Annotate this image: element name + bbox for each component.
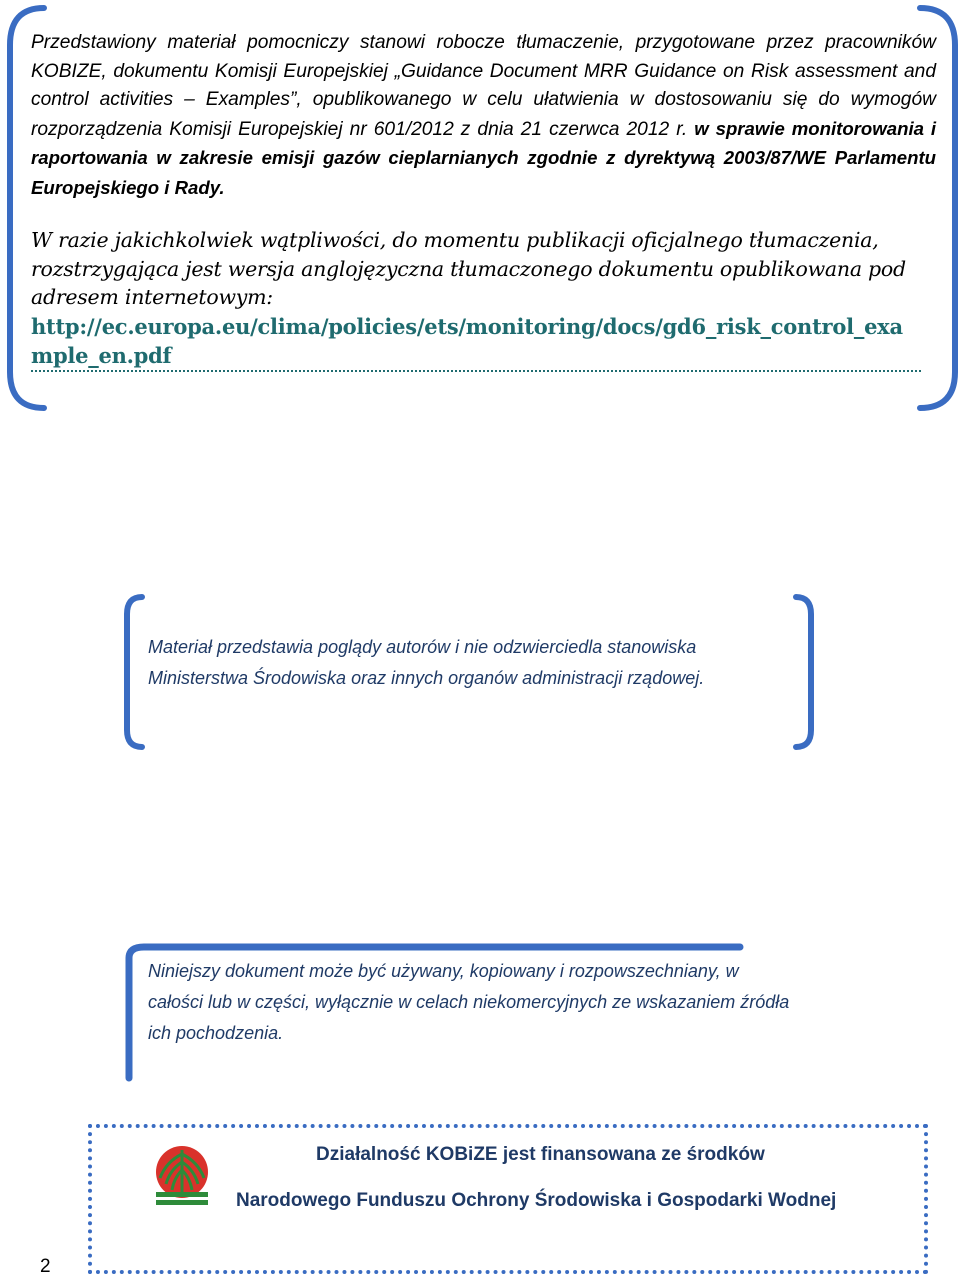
license-line-3: ich pochodzenia. (148, 1023, 284, 1043)
disclaimer-line-2: Ministerstwa Środowiska oraz innych organów administracji rządowej. (148, 668, 705, 688)
funding-line-2: Narodowego Funduszu Ochrony Środowiska i Gospodarki Wodnej (236, 1190, 837, 1211)
guidance-document-link[interactable]: http://ec.europa.eu/clima/policies/ets/monitoring/docs/gd6_risk_control_example_en.pdf (31, 312, 921, 372)
notice-text: W razie jakichkolwiek wątpliwości, do momentu publikacji oficjalnego tłumaczenia, rozstrzygająca jest wersja anglojęzyczna tłumaczonego dokumentu opublikowana pod adresem internetowym: (31, 228, 906, 310)
funding-box (88, 1124, 928, 1274)
page-number: 2 (40, 1256, 51, 1277)
license-line-1: Niniejszy dokument może być używany, kopiowany i rozpowszechniany, w (148, 961, 739, 981)
disclaimer-line-1: Materiał przedstawia poglądy autorów i nie odzwierciedla stanowiska (148, 637, 697, 657)
intro-paragraph (31, 29, 936, 203)
intro-lead: Przedstawiony materiał pomocniczy stanowi robocze tłumaczenie, przygotowane przez pracowników KOBIZE, dokumentu Komisji Europejskiej „Guidance Document MRR Guidance on Risk assessment and control activities – Examples”, opublikowanego w celu ułatwienia w dostosowaniu się do wymogów rozporządzenia Komisji Europejskiej nr 601/2012 z dnia 21 czerwca 2012 r. (31, 32, 936, 140)
nfosigw-logo-icon (152, 1142, 212, 1208)
notice-paragraph (31, 226, 936, 372)
disclaimer-text (148, 632, 808, 694)
funding-line-1: Działalność KOBiZE jest finansowana ze środków (316, 1144, 765, 1165)
license-text (148, 956, 888, 1049)
disclaimer-left-bracket (118, 592, 148, 754)
license-line-2: całości lub w części, wyłącznie w celach niekomercyjnych ze wskazaniem źródła (148, 992, 790, 1012)
intro-rest: w sprawie monitorowania i raportowania w zakresie emisji gazów cieplarnianych zgodnie z dyrektywą 2003/87/WE Parlamentu Europejskiego i Rady. (31, 117, 936, 198)
